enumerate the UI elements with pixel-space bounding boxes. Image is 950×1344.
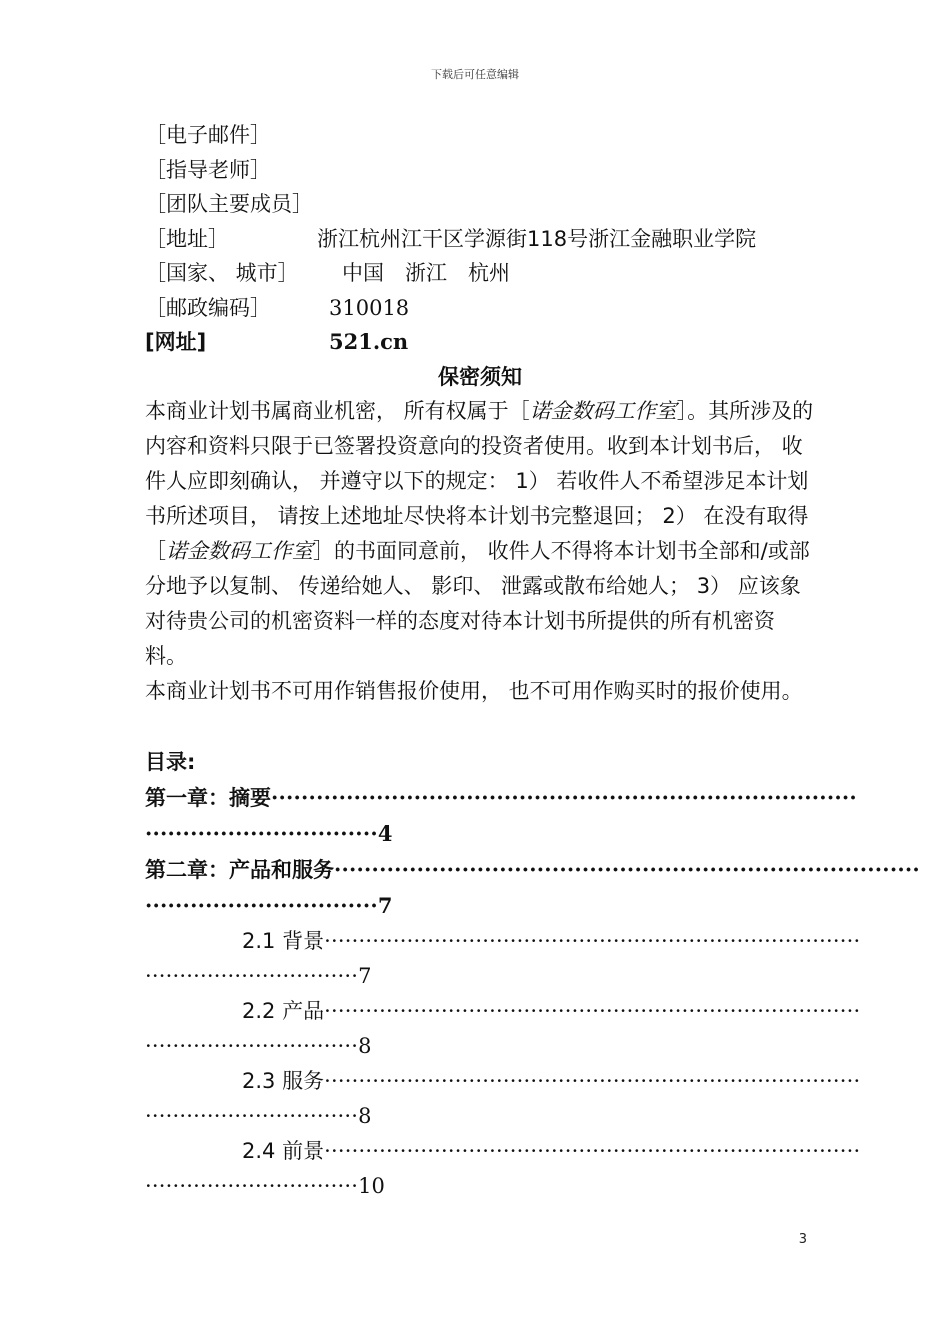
company-name: 诺金数码工作室 [166, 538, 313, 563]
info-row-country-city [145, 256, 815, 291]
toc-entry-title: 2.1 背景 [242, 928, 325, 953]
country-city-value: 中国 浙江 杭州 [342, 261, 510, 285]
toc-leader: ······························· [145, 963, 359, 988]
toc-entry[interactable] [145, 780, 857, 852]
info-label: ［地址］ [145, 226, 229, 251]
postcode-value: 310018 [329, 295, 410, 320]
info-row-address [145, 222, 815, 257]
info-row-advisor [145, 153, 815, 188]
toc-page-number: 8 [358, 1033, 372, 1058]
para-text: ］的书面同意前， 收件人不得将本计划书全部和/或部分地予以复制、 传递给她人、 影印、 泄露或散布给她人； 3） 应该象对待贵公司的机密资料一样的态度对待本计划书所提供的所有机密资料。 [145, 538, 810, 668]
toc-leader: ·············································································· [334, 856, 920, 882]
toc-page-number: 7 [377, 892, 393, 918]
website-value: 521.cn [329, 329, 409, 354]
toc-page-number: 4 [377, 820, 393, 846]
info-row-postcode [145, 291, 815, 326]
confidential-title: 保密须知 [438, 364, 522, 389]
toc-leader: ······························· [145, 820, 378, 846]
toc-entry-title: 第一章：摘要 [145, 785, 271, 810]
toc-leader: ·············································································· [271, 784, 857, 810]
toc-entry[interactable] [145, 994, 861, 1064]
toc-leader: ······························· [145, 1033, 359, 1058]
para-text: 本商业计划书属商业机密， 所有权属于［ [145, 398, 530, 423]
address-value: 浙江杭州江干区学源街118号浙江金融职业学院 [317, 226, 757, 251]
toc-entry-title: 2.2 产品 [242, 998, 325, 1023]
toc-leader: ·············································································· [324, 1138, 861, 1163]
toc-leader: ·············································································· [324, 928, 861, 953]
info-label: ［邮政编码］ [145, 295, 271, 320]
info-label: ［指导老师］ [145, 157, 271, 182]
document-body [145, 118, 920, 1204]
toc-page-number: 10 [358, 1173, 385, 1198]
toc-entry-title: 2.3 服务 [242, 1068, 325, 1093]
toc-entry[interactable] [145, 1134, 861, 1204]
pricing-notice: 本商业计划书不可用作销售报价使用， 也不可用作购买时的报价使用。 [145, 678, 803, 703]
toc-leader: ······························· [145, 1103, 359, 1128]
toc-entry-title: 第二章：产品和服务 [145, 857, 334, 882]
toc-leader: ·············································································· [324, 998, 861, 1023]
info-row-team [145, 187, 815, 222]
para-text: ］。其所涉及的内容和资料只限于已签署投资意向的投资者使用。收到本计划书后， 收件人应即刻确认， 并遵守以下的规定： 1） 若收件人不希望涉足本计划书所述项目， 请按上述地址尽快将本计划书完整退回； 2） 在没有取得［ [145, 398, 814, 563]
page-number: 3 [798, 1232, 807, 1247]
info-label: ［国家、 城市］ [145, 261, 299, 285]
info-row-website [145, 325, 815, 360]
info-label: [网址] [145, 330, 207, 354]
toc-page-number: 8 [358, 1103, 372, 1128]
info-label: ［电子邮件］ [145, 123, 271, 147]
info-label: ［团队主要成员］ [145, 192, 313, 216]
toc-leader: ·············································································· [324, 1068, 861, 1093]
toc-leader: ······························· [145, 892, 378, 918]
toc-entry[interactable] [145, 852, 920, 924]
toc-leader: ······························· [145, 1173, 359, 1198]
toc-page-number: 7 [358, 963, 372, 988]
toc-entry[interactable] [145, 1064, 861, 1134]
company-name: 诺金数码工作室 [529, 398, 677, 423]
info-row-email [145, 118, 815, 153]
confidential-paragraph [145, 394, 815, 674]
toc-heading: 目录: [145, 749, 196, 774]
toc-entry[interactable] [145, 924, 861, 994]
toc-entry-title: 2.4 前景 [242, 1138, 325, 1163]
page-header: 下载后可任意编辑 [431, 68, 519, 81]
